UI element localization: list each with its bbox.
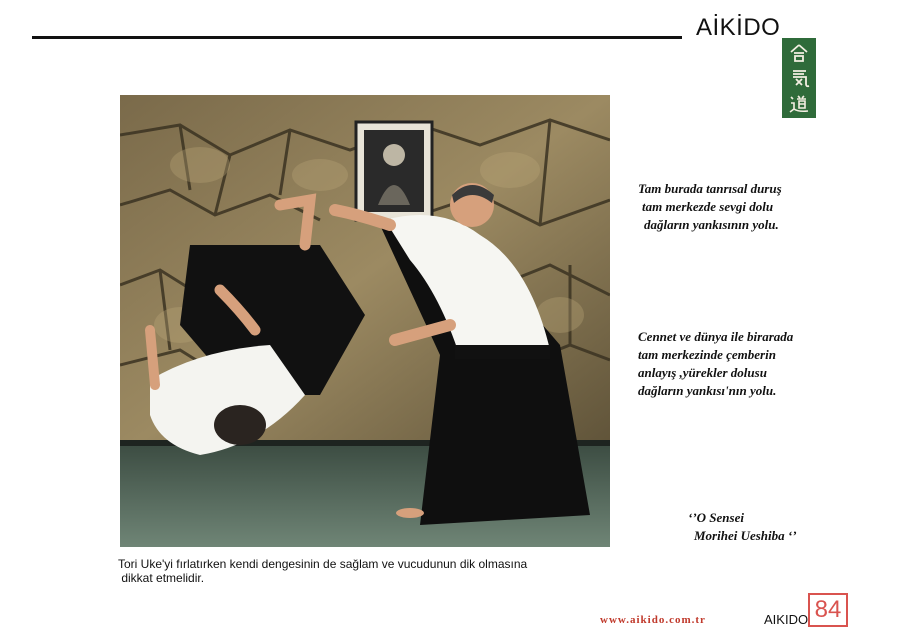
poem-line: tam merkezinde çemberin: [638, 347, 776, 362]
photo-caption: [118, 557, 527, 585]
poem-line: tam merkezde sevgi dolu: [642, 199, 774, 214]
website-link[interactable]: www.aikido.com.tr: [600, 614, 706, 626]
footer-label: AIKIDO: [764, 612, 809, 627]
poem-attribution: [688, 509, 797, 545]
page-number: 84: [808, 593, 848, 627]
header-rule: [32, 36, 682, 39]
kanji-ai-icon: [788, 43, 810, 63]
aikido-kanji-seal: [782, 38, 816, 118]
caption-line: dikkat etmelidir.: [118, 571, 205, 585]
kanji-do-icon: [788, 93, 810, 113]
page-title: AİKİDO: [696, 14, 781, 41]
poem-line: dağların yankısı'nın yolu.: [638, 383, 777, 398]
caption-line: Tori Uke'yi fırlatırken kendi dengesinin de sağlam ve vucudunun dik olmasına: [118, 557, 528, 571]
kanji-ki-icon: [788, 68, 810, 88]
poem-line: Tam burada tanrısal duruş: [638, 181, 782, 196]
attribution-line: ‘’O Sensei: [688, 510, 744, 525]
attribution-line: Morihei Ueshiba ‘’: [694, 528, 797, 543]
poem-stanza-2: [638, 328, 793, 400]
poem-line: Cennet ve dünya ile birarada: [638, 329, 794, 344]
poem-line: dağların yankısının yolu.: [644, 217, 779, 232]
poem-stanza-1: [638, 180, 782, 234]
aikido-throw-photo: [120, 95, 610, 547]
poem-line: anlayış ,yürekler dolusu: [638, 365, 767, 380]
